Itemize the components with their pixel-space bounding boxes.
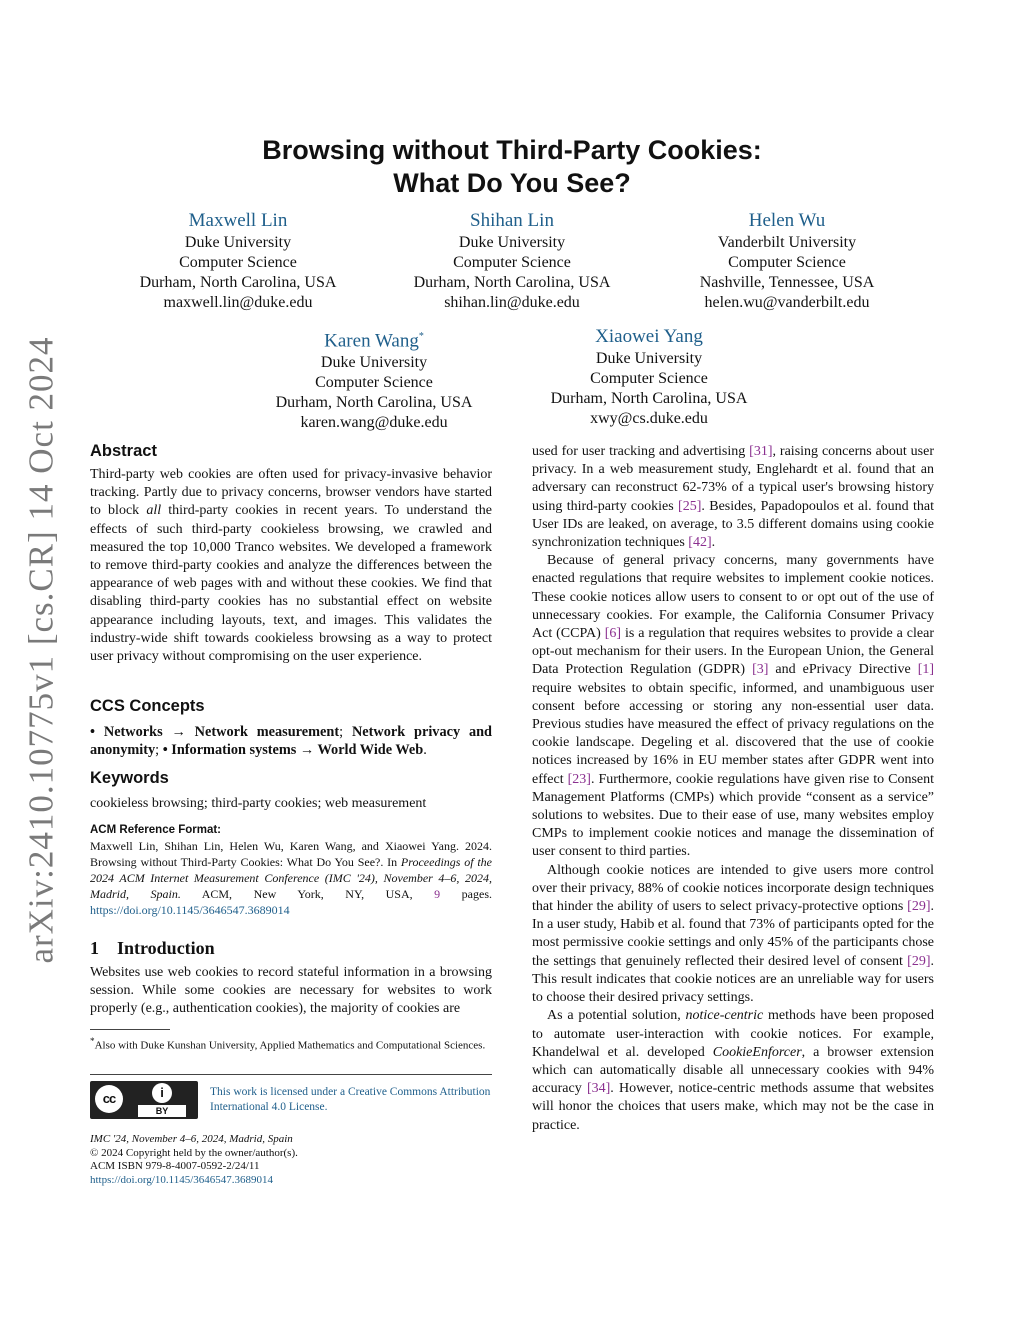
by-label: BY xyxy=(138,1105,186,1117)
author-location: Nashville, Tennessee, USA xyxy=(699,274,875,291)
citation-link[interactable]: [31] xyxy=(749,444,773,459)
author-department: Computer Science xyxy=(315,374,433,392)
ccs-end: . xyxy=(423,742,427,759)
acm-reference-part: pages. xyxy=(440,887,492,901)
author-name[interactable]: Xiaowei Yang xyxy=(595,326,703,347)
conference-text: IMC '24, November 4–6, 2024, Madrid, Spain xyxy=(90,1133,293,1145)
author-affiliation: Vanderbilt University xyxy=(717,234,857,251)
ccs-concept: Network privacy and anonymity xyxy=(90,724,493,759)
acm-reference-heading: ACM Reference Format: xyxy=(90,824,221,836)
text-run: require websites to obtain specific, informed, and unambiguous user consent before accessing or storing any non-essential user data. Previous studies have measured the effect of privacy regulations on the cookie landscape. Degeling et al. discovered that the use of cookie notices increased by 16% in EU member states after GDPR went into effect xyxy=(532,680,934,787)
keywords-text: cookieless browsing; third-party cookies; web measurement xyxy=(90,796,427,811)
citation-link[interactable]: [3] xyxy=(752,662,769,678)
author-department: Computer Science xyxy=(179,254,297,271)
author-name[interactable]: Shihan Lin xyxy=(470,210,554,231)
license-link[interactable]: This work is licensed under a Creative Commons Attribution International 4.0 License. xyxy=(210,1086,491,1113)
text-run: , a browser extension which can automatically disable all unnecessary cookies with 94% accuracy xyxy=(532,1044,934,1097)
acm-reference xyxy=(90,821,492,918)
body-paragraph-1 xyxy=(532,443,934,552)
copyright-footer xyxy=(90,1133,298,1187)
abstract-heading: Abstract xyxy=(90,442,157,460)
author-block-maxwell-lin xyxy=(93,209,383,313)
citation-link[interactable]: [6] xyxy=(604,626,622,642)
license-box xyxy=(90,1074,492,1116)
author-affiliation: Duke University xyxy=(184,234,292,251)
body-paragraph-4 xyxy=(532,1007,934,1134)
acm-reference-part: Maxwell Lin, Shihan Lin, Helen Wu, Karen Wang, and Xiaowei Yang. 2024. Browsing without Third-Party Cookies: What Do You See?. In xyxy=(90,839,492,869)
arxiv-id: arXiv:2410.10775v1 [cs.CR] 14 Oct 2024 xyxy=(22,335,62,964)
footnote xyxy=(90,1035,492,1053)
text-run: methods have been proposed to automate user-interaction with cookie notices. For example, Khandelwal et al. developed xyxy=(532,1008,934,1060)
author-affiliation: Duke University xyxy=(320,354,428,372)
acm-reference-pages: 9 xyxy=(434,887,441,901)
acm-reference-doi-link[interactable]: https://doi.org/10.1145/3646547.3689014 xyxy=(90,903,290,917)
citation-link[interactable]: [42] xyxy=(688,535,712,551)
author-name[interactable] xyxy=(229,325,519,353)
title-line-2: What Do You See? xyxy=(393,168,631,198)
abstract-text xyxy=(90,466,492,666)
author-block-karen-wang xyxy=(229,325,519,433)
emphasis: CookieEnforcer xyxy=(712,1044,802,1060)
abstract-section xyxy=(90,441,492,666)
author-department: Computer Science xyxy=(728,254,846,271)
text-run: . This result indicates that cookie notices are an unreliable way for users to choose their desired privacy settings. xyxy=(532,953,934,1006)
citation-link[interactable]: [1] xyxy=(917,662,935,678)
author-name-text: Karen Wang xyxy=(324,330,419,352)
keywords-heading: Keywords xyxy=(90,769,169,787)
author-footnote-mark: * xyxy=(418,331,424,342)
author-name[interactable]: Maxwell Lin xyxy=(188,210,288,231)
author-location: Durham, North Carolina, USA xyxy=(139,274,337,291)
text-run: . In a user study, Habib et al. found that 73% of participants opted for the most permissive cookie settings and only 45% of the participants chose the settings that genuinely reflected their desired level of consent xyxy=(532,899,934,969)
cc-icon: cc xyxy=(95,1085,123,1113)
citation-link[interactable]: [23] xyxy=(567,771,591,787)
citation-link[interactable]: [29] xyxy=(907,953,931,969)
attribution-person-icon: i xyxy=(152,1083,172,1103)
isbn-line: ACM ISBN 979-8-4007-0592-2/24/11 xyxy=(90,1160,260,1172)
abstract-emphasis: all xyxy=(146,503,162,519)
author-department: Computer Science xyxy=(590,370,708,387)
ccs-separator: ; xyxy=(155,742,163,759)
author-email: maxwell.lin@duke.edu xyxy=(163,294,313,311)
introduction-paragraph: Websites use web cookies to record stateful information in a browsing session. While some cookies are necessary for websites to work properly (e.g., authentication cookies), the majority of cookies are xyxy=(90,965,492,1017)
text-run: used for user tracking and advertising xyxy=(532,444,750,459)
citation-link[interactable]: [34] xyxy=(586,1081,611,1097)
conference-line xyxy=(90,1133,298,1147)
author-email: karen.wang@duke.edu xyxy=(300,414,448,432)
author-email: shihan.lin@duke.edu xyxy=(444,294,580,311)
author-name[interactable]: Helen Wu xyxy=(748,210,826,231)
body-paragraph-3 xyxy=(532,862,934,1008)
text-run: is a regulation that requires websites to provide a clear opt-out mechanism for their users. In the European Union, the General Data Protection Regulation (GDPR) xyxy=(532,626,934,678)
keywords-section xyxy=(90,768,492,813)
ccs-concept: • Networks → Network measurement xyxy=(90,724,340,740)
author-location: Durham, North Carolina, USA xyxy=(413,274,611,291)
acm-reference-venue: Proceedings of the 2024 ACM Internet Measurement Conference (IMC '24), November 4–6, 2024, Madrid, Spain. xyxy=(90,855,492,901)
footnote-text: Also with Duke Kunshan University, Applied Mathematics and Computational Sciences. xyxy=(94,1039,486,1052)
author-block-helen-wu xyxy=(642,209,932,313)
text-run: Because of general privacy concerns, many governments have enacted regulations that require websites to implement cookie notices. These cookie notices allow users to consent to or opt out of the use of unnecessary cookies. For example, the California Consumer Privacy Act (CCPA) xyxy=(532,553,934,642)
ccs-heading: CCS Concepts xyxy=(90,697,205,715)
citation-link[interactable]: [29] xyxy=(907,899,931,915)
author-location: Durham, North Carolina, USA xyxy=(550,390,748,407)
emphasis: notice-centric xyxy=(685,1008,764,1024)
text-run: . However, notice-centric methods assume that websites will honor the choices that users make, which may not be the case in practice. xyxy=(532,1081,934,1133)
ccs-separator: ; xyxy=(339,724,352,740)
ccs-section xyxy=(90,696,492,759)
footnote-rule xyxy=(90,1029,170,1030)
author-email: helen.wu@vanderbilt.edu xyxy=(704,294,870,311)
title-line-1: Browsing without Third-Party Cookies: xyxy=(262,135,762,165)
ccs-text xyxy=(90,723,492,759)
introduction-heading: 1 Introduction xyxy=(90,938,215,958)
text-run: As a potential solution, xyxy=(547,1008,686,1024)
text-run: , raising concerns about user privacy. In a web measurement study, Englehardt et al. found that an adversary can reconstruct 62-73% of a typical user's browsing history using third-party cookies xyxy=(532,444,934,514)
text-run: Although cookie notices are intended to give users more control over their privacy, 88% of cookie notices incorporate design techniques that hinder the ability of users to select privacy-protective options xyxy=(532,862,934,915)
author-block-shihan-lin xyxy=(367,209,657,313)
ccs-concept: • Information systems → World Wide Web xyxy=(162,742,424,759)
acm-reference-part: ACM, New York, NY, USA, xyxy=(180,887,435,901)
footer-doi-link[interactable]: https://doi.org/10.1145/3646547.3689014 xyxy=(90,1173,274,1186)
right-column xyxy=(532,443,934,1135)
author-email: xwy@cs.duke.edu xyxy=(590,410,708,427)
author-department: Computer Science xyxy=(453,254,571,271)
by-icon-area xyxy=(130,1083,194,1117)
arxiv-stamp xyxy=(12,335,72,964)
author-location: Durham, North Carolina, USA xyxy=(275,394,473,412)
footnote-mark: * xyxy=(90,1036,95,1046)
text-run: and ePrivacy Directive xyxy=(768,662,918,678)
cc-by-license-icon[interactable] xyxy=(90,1081,198,1119)
author-affiliation: Duke University xyxy=(458,234,566,251)
abstract-text-part: third-party cookies in recent years. To understand the effects of such third-party cookieless browsing, we crawled and measured the top 10,000 Tranco websites. We developed a framework to remove third-party cookies and analyze the differences between the appearance of web pages with and without these cookies. We find that disabling third-party cookies has no substantial effect on website appearance including layouts, text, and images. This validates the industry-wide shift towards cookieless browsing as a way to protect user privacy without compromising on the user experience. xyxy=(90,503,493,665)
citation-link[interactable]: [25] xyxy=(678,498,702,514)
text-run: . Besides, Papadopoulos et al. found that User IDs are leaked, on average, to 3.5 different domains using cookie synchronization techniques xyxy=(532,498,934,551)
copyright-line: © 2024 Copyright held by the owner/author(s). xyxy=(90,1146,298,1159)
text-run: . Furthermore, cookie regulations have given rise to Consent Management Platforms (CMPs) which provide “consent as a service” solutions to websites. Due to their ease of use, many websites employ CMPs to implement cookie notices and manage the dissemination of user consent to third parties. xyxy=(532,771,934,860)
author-affiliation: Duke University xyxy=(595,350,703,367)
abstract-text-part: Third-party web cookies are often used for privacy-invasive behavior tracking. Partly due to privacy concerns, browser vendors have started to block xyxy=(90,467,492,519)
acm-reference-text xyxy=(90,838,492,918)
body-paragraph-2 xyxy=(532,552,934,861)
text-run: . xyxy=(711,535,716,551)
introduction-section xyxy=(90,938,492,1019)
paper-title xyxy=(200,134,824,200)
author-block-xiaowei-yang xyxy=(504,325,794,429)
